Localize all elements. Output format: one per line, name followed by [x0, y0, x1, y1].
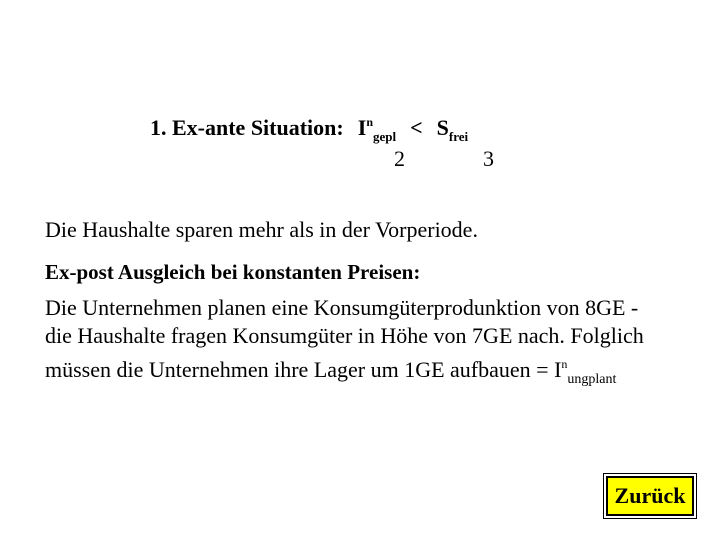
investment-superscript: n	[366, 115, 373, 129]
savings-value: 3	[483, 146, 494, 171]
ex-post-subheading: Ex-post Ausgleich bei konstanten Preisen:	[45, 260, 421, 284]
investment-subscript: gepl	[373, 129, 397, 144]
explanation-line-2: die Haushalte fragen Konsumgüter in Höhe von 7GE nach. Folglich	[45, 323, 644, 348]
unplanned-investment-subscript: ungplant	[567, 372, 617, 387]
back-button[interactable]: Zurück	[606, 476, 694, 516]
explanation-paragraph	[45, 294, 705, 394]
savings-subscript: frei	[448, 129, 469, 144]
situation-label: 1. Ex-ante Situation:	[150, 115, 344, 140]
investment-value: 2	[394, 146, 405, 171]
savings-symbol: S	[436, 115, 449, 140]
less-than-operator: <	[410, 115, 423, 140]
explanation-line-3-text: müssen die Unternehmen ihre Lager um 1GE aufbauen = I	[45, 357, 562, 382]
situation-heading	[150, 108, 468, 151]
household-savings-text: Die Haushalte sparen mehr als in der Vorperiode.	[45, 217, 478, 242]
explanation-line-3	[45, 350, 705, 394]
investment-symbol: I	[357, 115, 367, 140]
explanation-line-1: Die Unternehmen planen eine Konsumgüterprodunktion von 8GE -	[45, 295, 639, 320]
unplanned-investment-superscript: n	[561, 357, 568, 371]
